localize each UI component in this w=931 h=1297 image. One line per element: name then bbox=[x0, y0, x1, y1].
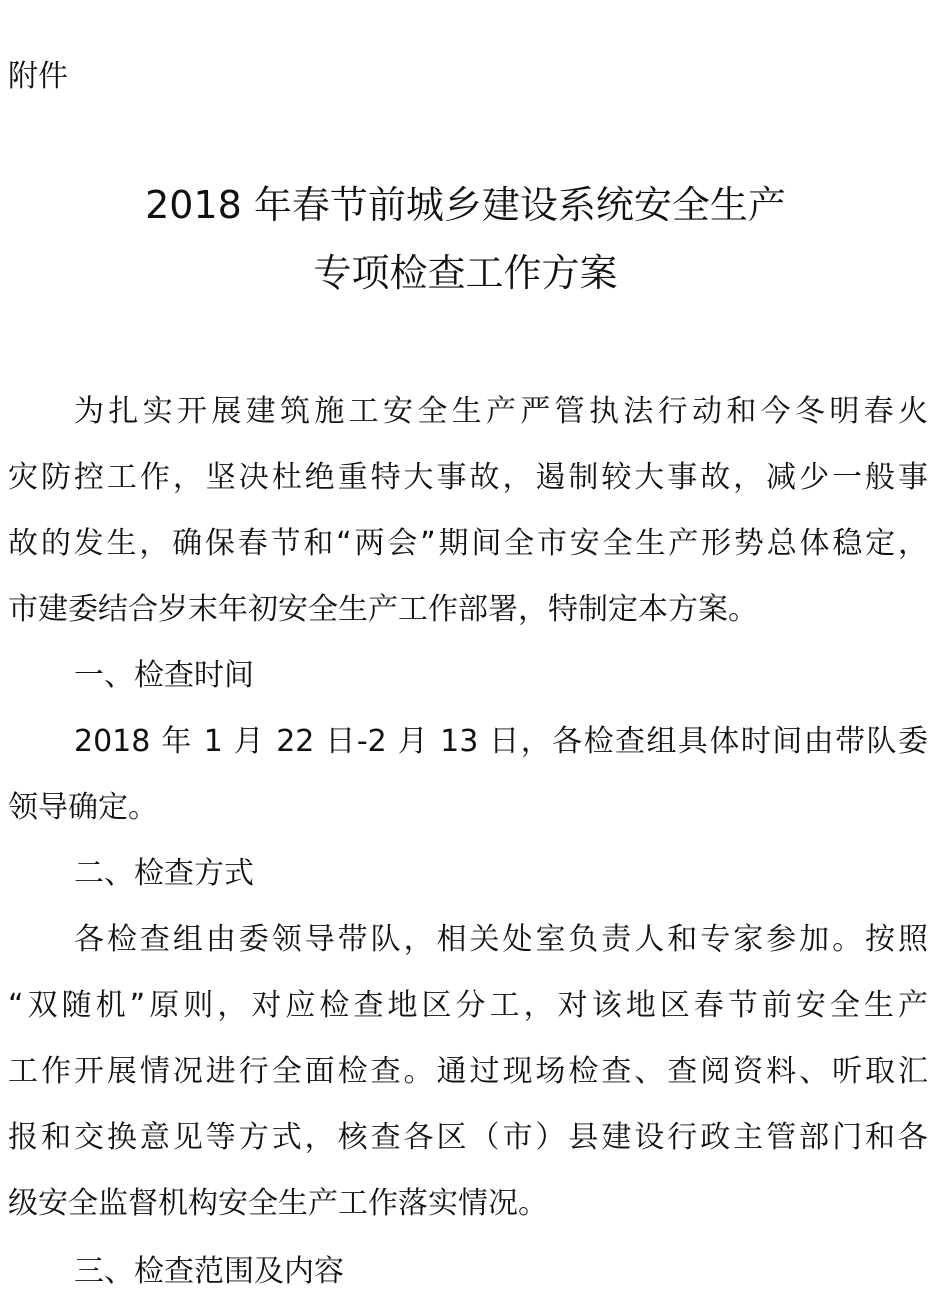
attachment-label: 附件 bbox=[8, 59, 68, 94]
intro-paragraph-line: 灾防控工作，坚决杜绝重特大事故，遏制较大事故，减少一般事 bbox=[8, 460, 928, 495]
section-time-paragraph-line: 领导确定。 bbox=[8, 790, 158, 825]
section-heading-scope: 三、检查范围及内容 bbox=[74, 1254, 344, 1289]
document-title-line-2: 专项检查工作方案 bbox=[313, 251, 618, 295]
section-method-paragraph-line: 级安全监督机构安全生产工作落实情况。 bbox=[8, 1186, 548, 1221]
intro-paragraph-line: 市建委结合岁末年初安全生产工作部署，特制定本方案。 bbox=[8, 592, 758, 627]
intro-paragraph-line: 故的发生，确保春节和“两会”期间全市安全生产形势总体稳定， bbox=[8, 526, 928, 561]
section-method-paragraph-line: “双随机”原则，对应检查地区分工，对该地区春节前安全生产 bbox=[8, 988, 928, 1023]
section-heading-time: 一、检查时间 bbox=[74, 658, 254, 693]
section-method-paragraph-line: 报和交换意见等方式，核查各区（市）县建设行政主管部门和各 bbox=[8, 1120, 928, 1155]
section-method-paragraph-line: 工作开展情况进行全面检查。通过现场检查、查阅资料、听取汇 bbox=[8, 1054, 928, 1089]
section-heading-method: 二、检查方式 bbox=[74, 856, 254, 891]
intro-paragraph-line: 为扎实开展建筑施工安全生产严管执法行动和今冬明春火 bbox=[74, 394, 928, 429]
document-title-line-1: 2018 年春节前城乡建设系统安全生产 bbox=[145, 183, 786, 227]
section-method-paragraph-line: 各检查组由委领导带队，相关处室负责人和专家参加。按照 bbox=[74, 922, 928, 957]
section-time-paragraph-line: 2018 年 1 月 22 日-2 月 13 日，各检查组具体时间由带队委 bbox=[74, 724, 928, 759]
